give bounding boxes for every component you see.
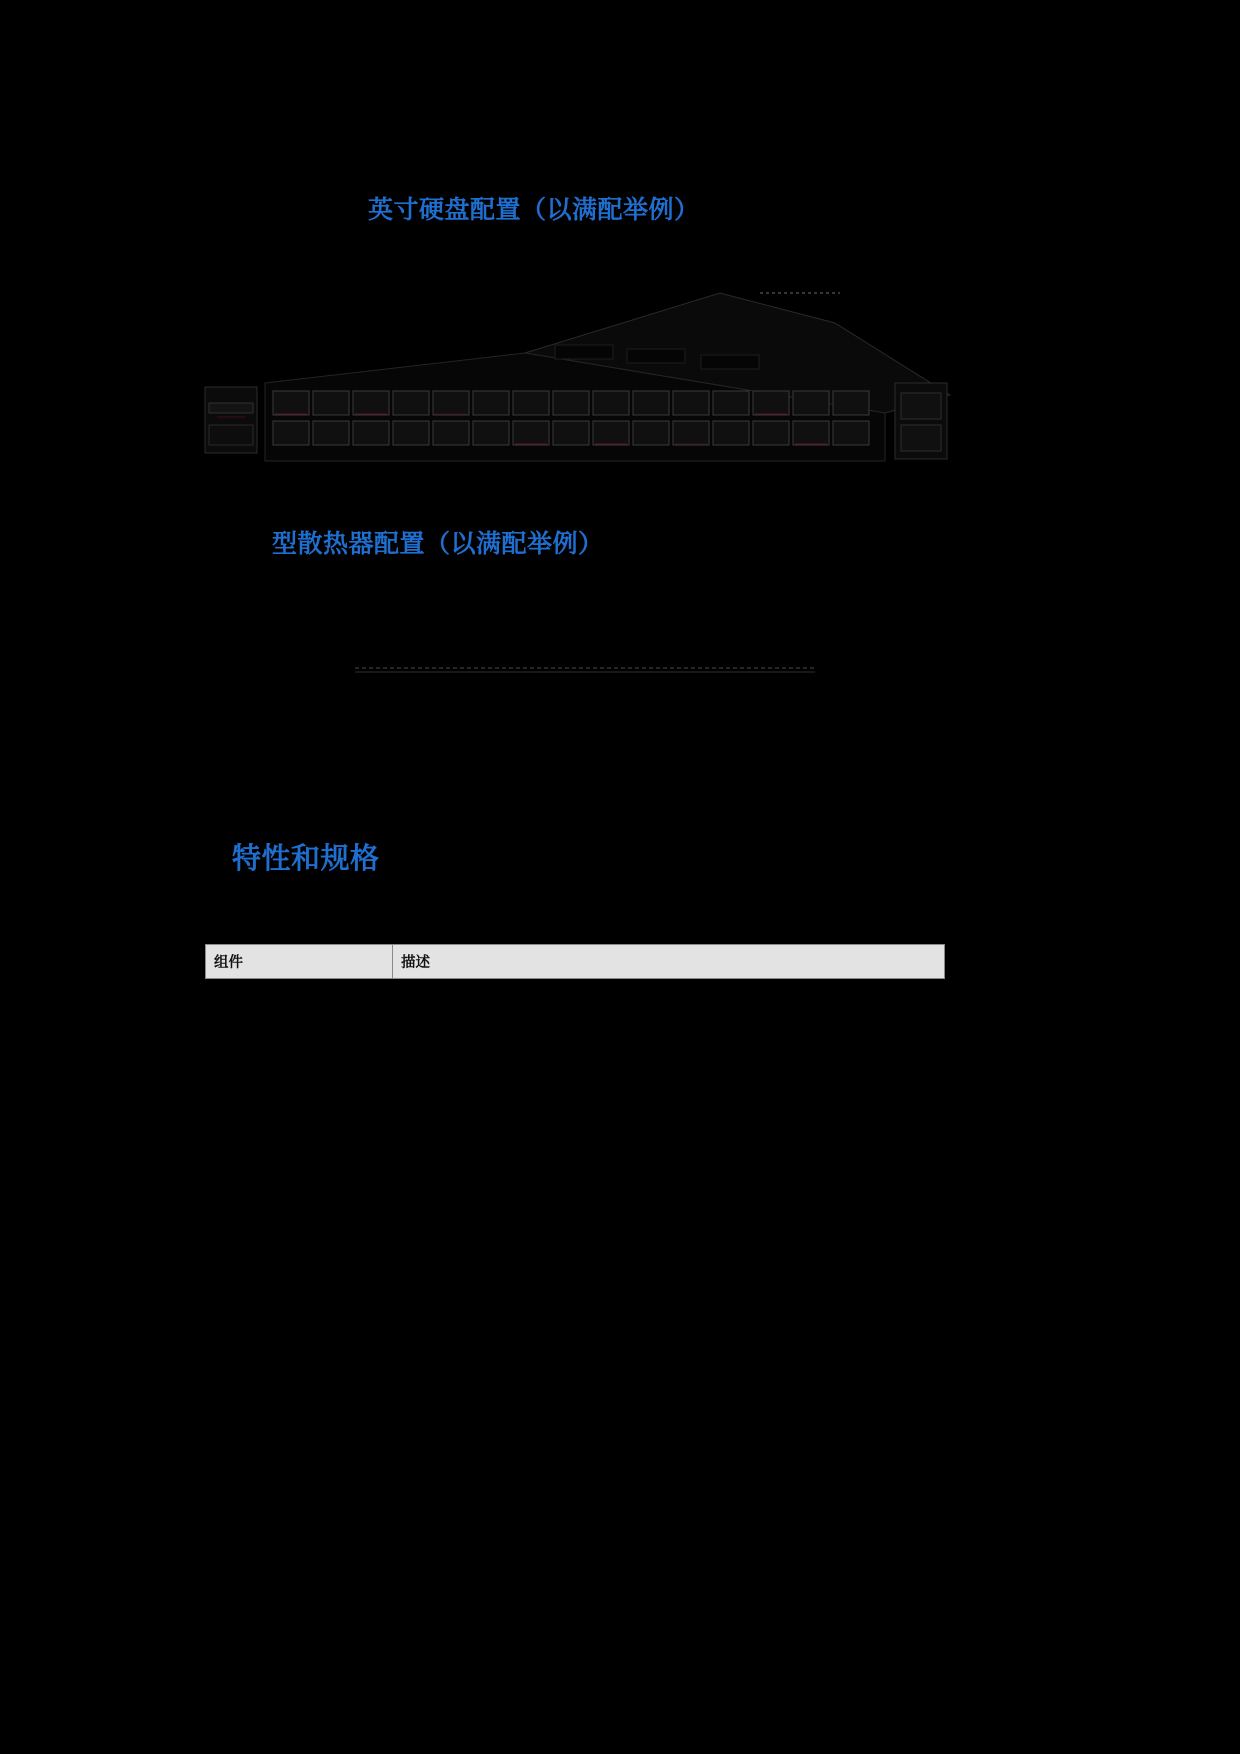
server-exploded-illustration [195,275,955,475]
figure-1-caption: 英寸硬盘配置（以满配举例） [368,196,700,224]
page-title: 特性和规格 [232,843,380,875]
table-header-description: 描述 [393,945,945,979]
heatsink-illustration [350,640,820,700]
figure-2-caption: 型散热器配置（以满配举例） [272,530,604,558]
heatsink-svg [350,640,820,700]
table-header-row [206,945,945,979]
table-header-component: 组件 [206,945,393,979]
specifications-table [205,944,945,979]
server-exploded-svg [195,275,955,475]
